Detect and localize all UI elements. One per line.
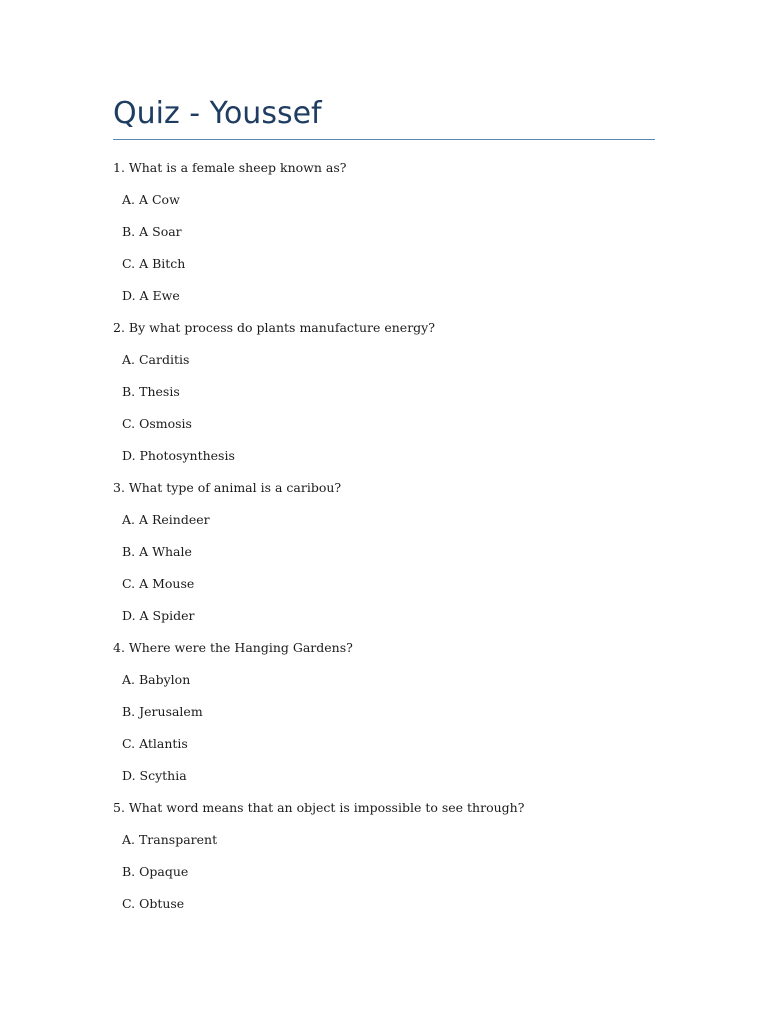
- question-text: 3. What type of animal is a caribou?: [113, 480, 342, 495]
- question-block: [113, 478, 655, 638]
- question-text: 4. Where were the Hanging Gardens?: [113, 640, 353, 655]
- answer-option: D. Photosynthesis: [122, 448, 235, 463]
- question-text: 1. What is a female sheep known as?: [113, 160, 347, 175]
- question-text: 2. By what process do plants manufacture energy?: [113, 320, 435, 335]
- title-underline: [113, 139, 655, 140]
- answer-option: C. A Bitch: [122, 256, 186, 271]
- answer-option: A. A Reindeer: [122, 512, 210, 527]
- answer-option: A. Babylon: [122, 672, 191, 687]
- answer-option: A. Carditis: [122, 352, 190, 367]
- answer-option: B. Jerusalem: [122, 704, 203, 719]
- answer-option: A. A Cow: [122, 192, 180, 207]
- question-block: [113, 158, 655, 318]
- question-block: [113, 798, 655, 926]
- answer-option: B. A Whale: [122, 544, 192, 559]
- question-block: [113, 638, 655, 798]
- answer-option: B. A Soar: [122, 224, 182, 239]
- page-title: Quiz - Youssef: [113, 96, 322, 131]
- answer-option: B. Opaque: [122, 864, 189, 879]
- answer-option: C. Obtuse: [122, 896, 185, 911]
- question-block: [113, 318, 655, 478]
- answer-option: C. A Mouse: [122, 576, 195, 591]
- quiz-question-list: [113, 158, 655, 926]
- answer-option: C. Atlantis: [122, 736, 188, 751]
- answer-option: B. Thesis: [122, 384, 180, 399]
- answer-option: D. Scythia: [122, 768, 187, 783]
- question-text: 5. What word means that an object is impossible to see through?: [113, 800, 525, 815]
- answer-option: D. A Ewe: [122, 288, 180, 303]
- answer-option: A. Transparent: [122, 832, 218, 847]
- answer-option: C. Osmosis: [122, 416, 192, 431]
- answer-option: D. A Spider: [122, 608, 195, 623]
